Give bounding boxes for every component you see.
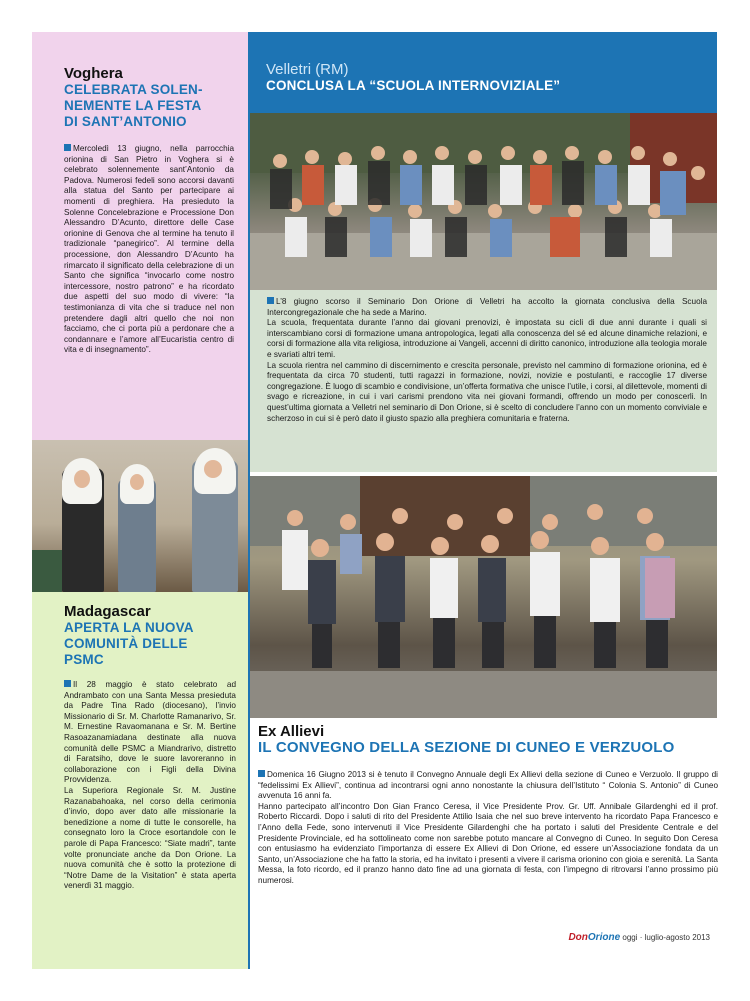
exallievi-region: Ex Allievi <box>258 723 325 740</box>
madagascar-headline: APERTA LA NUOVA COMUNITÀ DELLE PSMC <box>64 620 194 667</box>
page-footer <box>568 932 710 943</box>
brand-don: Don <box>568 932 588 943</box>
photo-nuns-ceremony <box>32 440 248 592</box>
bullet-square-icon <box>258 770 265 777</box>
madagascar-region: Madagascar <box>64 603 151 620</box>
voghera-article <box>32 32 248 440</box>
voghera-headline: CELEBRATA SOLEN-NEMENTE LA FESTA DI SANT’ANTONIO <box>64 82 203 129</box>
madagascar-body-paragraph-1: Il 28 maggio è stato celebrato ad Andrambato con una Santa Messa presieduta da Padre Tina Rado (diocesano), l’invio Missionario di Sr. M. Charlotte Ramanarivo, Sr. M. Ernestine Ravaomanana e Sr. M. Bertine Rasoazanamiadana destinate alla nuova comunità delle PSMC a Miandrarivo, distretto di Faratsiho, dove le suore lavoreranno in collaborazione con i Figli della Divina Provvidenza. <box>64 680 236 785</box>
voghera-region: Voghera <box>64 65 123 82</box>
velletri-region: Velletri (RM) <box>266 61 349 78</box>
bullet-square-icon <box>267 297 274 304</box>
group-photo-illustration <box>250 113 717 290</box>
bullet-square-icon <box>64 144 71 151</box>
footer-edition: oggi · luglio-agosto 2013 <box>622 933 710 942</box>
bullet-square-icon <box>64 680 71 687</box>
velletri-header <box>250 32 717 114</box>
velletri-body-paragraph-1: L’8 giugno scorso il Seminario Don Orione di Velletri ha accolto la giornata conclusiva della Scuola Intercongregazionale che ha sede a Marino. <box>267 297 707 317</box>
photo-velletri-group <box>250 113 717 290</box>
velletri-headline: CONCLUSA LA “SCUOLA INTERNOVIZIALE” <box>266 78 561 93</box>
madagascar-article <box>32 592 248 969</box>
velletri-body <box>267 297 707 424</box>
madagascar-body-paragraph-2: La Superiora Regionale Sr. M. Justine Razanabahoaka, nel corso della cerimonia d’invio, dopo aver dato alle missionarie la benedizione a nome di tutte le consorelle, ha consegnato loro la Croce esortandole con le parole di Papa Francesco: “Siate madri”, tante volte pronunciate anche da Don Orione. La nuova comunità che è sotto la protezione di “Notre Dame de la Visitation” è stata aperta venerdì 31 maggio. <box>64 785 236 891</box>
brand-orione: Orione <box>587 932 621 943</box>
group-photo-illustration <box>250 476 717 718</box>
exallievi-body-paragraph-2: Hanno partecipato all’incontro Don Gian Franco Ceresa, il Vice Presidente Prov. Gr. Uff. Annibale Gilardenghi ed il prof. Roberto Riccardi. Dopo i saluti di rito del Presidente Attilio Isaia che nel suo breve intervento ha ricordato Papa Francesco e l’Anno della Fede, sono intervenuti il Vice Presidente Gilardenghi che ha portato i saluti del Presidente Centrale e del Presidente Provinciale, ed ha sottolineato come non sarebbe potuto mancare al Convegno di Cuneo. In seguito Don Ceresa con entusiasmo ha evidenziato l’importanza di essere Ex Allievi di Don Orione, ed essere un’Associazione fondata da un Santo, un’Associazione che ha fatto la storia, ed ha invitato i presenti a vivere il carisma orionino con gioia e serenità. La Santa Messa, la foto ricordo, ed il pranzo hanno dato fine ad una giornata di festa, con l’impegno di ritrovarsi l’anno prossimo più numerosi. <box>258 801 718 885</box>
velletri-body-paragraph-2: La scuola, frequentata durante l’anno dai giovani prenovizi, è impostata su cicli di due anni durante i quali si interscambiano corsi di formazione umana antropologica, legati alla conoscenza del sé ed alcune dinamiche relazioni, e corsi di formazione alla vita religiosa, introduzione ai Vangeli, accenni di diritto canonico, introduzione alla teologia morale e svariati altri temi. <box>267 318 707 359</box>
exallievi-headline: IL CONVEGNO DELLA SEZIONE DI CUNEO E VERZUOLO <box>258 739 675 756</box>
exallievi-article <box>258 724 718 887</box>
voghera-body: Mercoledì 13 giugno, nella parrocchia orionina di San Pietro in Voghera si è celebrato solennemente sant’Antonio da Padova. Numerosi fedeli sono accorsi davanti alla statua del Santo per partecipare ai momenti di preghiera. Ha presieduto la Solenne Concelebrazione e Processione Don Alessandro D’Acunto, direttore delle Case orionine di Genova che al termine ha tenuto il tradizionale “panegirico”. Al termine della processione, don Alessandro D’Acunto ha rimarcato il significato della celebrazione di un Santo che significa “invocarlo come nostro intercessore, nostro patrono” e ha ricordato due aspetti del suo modo di vivere: “la testimonianza di vita che si traduce nel non pretendere dagli altri quello che noi non facciamo, che ci porta più a perdonare che a condannare e l’amore all’Eucaristia centro di vita e di insegnamento”. <box>64 144 234 355</box>
exallievi-body-paragraph-1: Domenica 16 Giugno 2013 si è tenuto il Convegno Annuale degli Ex Allievi della sezione di Cuneo e Verzuolo. Il gruppo di “fedelissimi Ex Allievi”, continua ad incontrarsi ogni anno nonostante la chiusura dell’Istituto “ Colonia S. Antonio” di Cuneo avvenuta 16 anni fa. <box>258 770 718 801</box>
photo-exallievi-group <box>250 476 717 718</box>
voghera-body-paragraph <box>64 144 234 356</box>
velletri-body-paragraph-3: La scuola rientra nel cammino di discernimento e crescita personale, previsto nel cammino di formazione orionina, ed è frequentata da circa 70 studenti, tutti ragazzi in formazione, novizi, novizie e postulanti, e raccoglie 17 diverse congregazione. È luogo di scambio e condivisione, un’offerta formativa che unisce l’utile, i corsi, al dilettevole, momenti di svago e ricreazione, in cui i vari carismi prendono vita nei giovani formandi, offrendo un modo per conoscerli. In quest’ultima giornata a Velletri nel seminario di Don Orione, si è scelto di concludere l’anno con un momento conviviale e scherzoso in cui si è però dato il giusto spazio alla preghiera comunitaria e fraterna. <box>267 360 707 423</box>
